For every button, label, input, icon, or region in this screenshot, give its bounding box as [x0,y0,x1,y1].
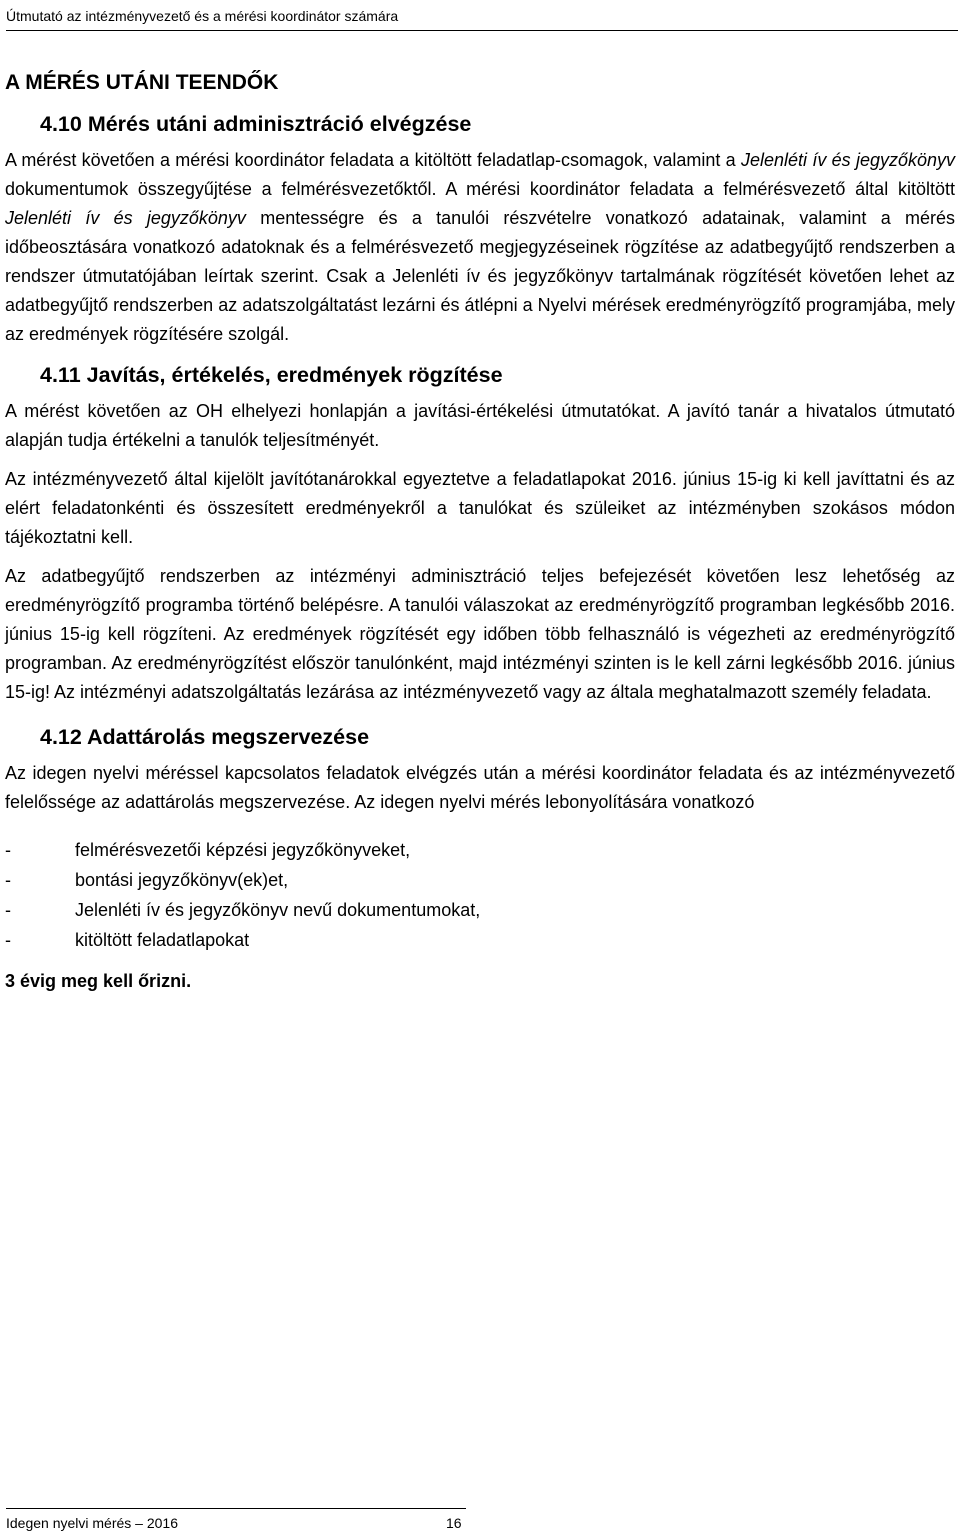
section-4-10-paragraph [5,146,955,349]
list-item-text: kitöltött feladatlapokat [75,930,250,950]
text-segment-italic: Jelenléti ív és jegyzőkönyv [740,150,955,170]
text-segment-italic: Jelenléti ív és jegyzőkönyv [5,208,246,228]
section-4-11-paragraph-3 [5,562,955,707]
section-4-12-paragraph [5,759,955,817]
list-item [5,895,955,925]
document-body [5,68,955,996]
section-title-4-12: 4.12 Adattárolás megszervezése [40,725,370,749]
section-title-4-10: 4.10 Mérés utáni adminisztráció elvégzése [40,112,472,136]
section-title-4-11: 4.11 Javítás, értékelés, eredmények rögzítése [40,363,503,387]
text-segment: Az idegen nyelvi méréssel kapcsolatos feladatok elvégzés után a mérési koordinátor feladata és az intézményvezető felelőssége az adattárolás megszervezése. Az idegen nyelvi mérés lebonyolítására vonatkozó [5,763,955,812]
page-header [6,6,958,31]
footer-title: Idegen nyelvi mérés – 2016 [6,1515,178,1531]
section-4-11-paragraph-1 [5,397,955,455]
list-marker: - [5,840,11,860]
text-segment: Az adatbegyűjtő rendszerben az intézményi adminisztráció teljes befejezését követően lesz lehetőség az eredményrögzítő programba történő belépésre. A tanulói válaszokat az eredményrögzítő programban legkésőbb 2016. június 15-ig kell rögzíteni. Az eredmények rögzítését egy időben több felhasználó is végezheti az eredményrögzítő programban. Az eredményrögzítést először tanulónként, majd intézményi szinten is le kell zárni legkésőbb 2016. június 15-ig! Az intézményi adatszolgáltatás lezárása az intézményvezető vagy az általa meghatalmazott személy feladata. [5,566,955,702]
closing-statement: 3 évig meg kell őrizni. [5,971,192,991]
page-footer [6,1508,466,1531]
header-title: Útmutató az intézményvezető és a mérési koordinátor számára [6,8,399,24]
list-marker: - [5,870,11,890]
list-marker: - [5,900,11,920]
text-segment: A mérést követően a mérési koordinátor feladata a kitöltött feladatlap-csomagok, valamint a [5,150,741,170]
text-segment: mentességre és a tanulói részvételre vonatkozó adatainak, valamint a mérés időbeosztására vonatkozó adatoknak és a felmérésvezető megjegyzéseinek rögzítése az adatbegyűjtő rendszerben a rendszer útmutatójában leírtak szerint. Csak a Jelenléti ív és jegyzőkönyv tartalmának rögzítését követően lehet az adatbegyűjtő rendszerben az adatszolgáltatást lezárni és átlépni a Nyelvi mérések eredményrögzítő programjába, mely az eredmények rögzítésére szolgál. [5,208,956,344]
page-number: 16 [446,1515,462,1531]
text-segment: dokumentumok összegyűjtése a felmérésvezetőktől. A mérési koordinátor feladata a felmérésvezető által kitöltött [5,179,955,199]
list-item [5,925,955,955]
chapter-title: A MÉRÉS UTÁNI TEENDŐK [5,71,279,94]
text-segment: A mérést követően az OH elhelyezi honlapján a javítási-értékelési útmutatókat. A javító tanár a hivatalos útmutató alapján tudja értékelni a tanulók teljesítményét. [5,401,955,450]
document-list [5,835,955,955]
section-4-11-paragraph-2 [5,465,955,552]
list-item-text: Jelenléti ív és jegyzőkönyv nevű dokumentumokat, [75,900,481,920]
list-item-text: felmérésvezetői képzési jegyzőkönyveket, [75,840,411,860]
list-item [5,835,955,865]
list-marker: - [5,930,11,950]
list-item [5,865,955,895]
list-item-text: bontási jegyzőkönyv(ek)et, [75,870,289,890]
text-segment: Az intézményvezető által kijelölt javítótanárokkal egyeztetve a feladatlapokat 2016. június 15-ig ki kell javíttatni és az elért feladatonkénti és összesített eredményekről a tanulókat és szüleiket az intézményben szokásos módon tájékoztatni kell. [5,469,955,547]
